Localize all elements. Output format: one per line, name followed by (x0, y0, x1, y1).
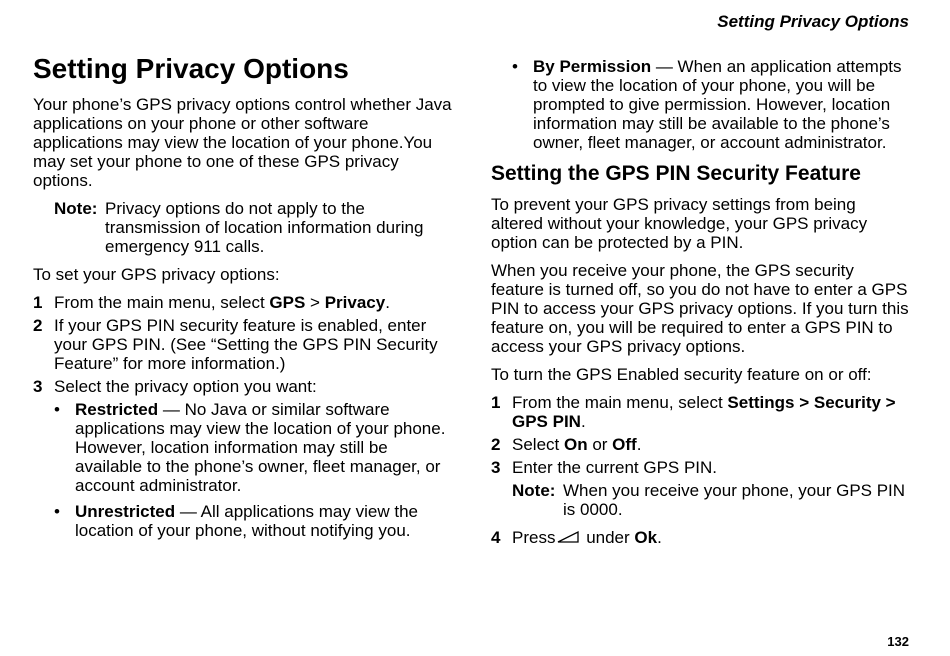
step-2 (33, 316, 453, 373)
running-head: Setting Privacy Options (717, 12, 909, 31)
list-item: • By Permission — When an application attempts to view the location of your phone, you will be prompted to give permission. However, location information may still be available to the phone’s owner, fleet manager, or account administrator. (512, 57, 902, 152)
step-number: 2 (33, 316, 43, 335)
note-text: Privacy options do not apply to the transmission of location information during emergency 911 calls. (105, 199, 424, 256)
bullet-icon: • (54, 502, 60, 521)
step-2 (491, 435, 911, 454)
step-number: 1 (33, 293, 43, 312)
step-number: 2 (491, 435, 501, 454)
step-number: 1 (491, 393, 501, 412)
step-text: Select the privacy option you want: (54, 377, 317, 396)
list-item: • Restricted — No Java or similar software applications may view the location of your phone. However, location information may still be available to the phone’s owner, fleet manager, or account administrator. (54, 400, 446, 495)
step-3 (33, 377, 453, 396)
step-number: 3 (33, 377, 43, 396)
left-column (33, 50, 453, 549)
bullet-icon: • (512, 57, 518, 76)
lead-text: To turn the GPS Enabled security feature on or off: (491, 365, 872, 384)
paragraph: When you receive your phone, the GPS security feature is turned off, so you do not have to enter a GPS PIN to access your GPS privacy options. If you turn this feature on, you will be required to enter a GPS PIN to access your GPS privacy options. (491, 261, 909, 356)
step-text: From the main menu, select GPS > Privacy. (54, 293, 390, 312)
step-number: 3 (491, 458, 501, 477)
right-column (491, 57, 911, 553)
note-text: When you receive your phone, your GPS PIN is 0000. (563, 481, 906, 519)
section-heading: Setting the GPS PIN Security Feature (491, 162, 861, 185)
step-4 (491, 528, 911, 549)
step-text: If your GPS PIN security feature is enabled, enter your GPS PIN. (See “Setting the GPS PIN Security Feature” for more information.) (54, 316, 438, 373)
step-number: 4 (491, 528, 501, 547)
step-text: Enter the current GPS PIN. (512, 458, 718, 477)
softkey-icon (555, 529, 581, 549)
bullet-icon: • (54, 400, 60, 419)
note-label: Note: (512, 481, 556, 500)
step-text: From the main menu, select Settings > Security > GPS PIN. (512, 393, 896, 431)
note-label: Note: (54, 199, 98, 218)
note (54, 199, 453, 256)
paragraph: To prevent your GPS privacy settings from being altered without your knowledge, your GPS privacy option can be protected by a PIN. (491, 195, 868, 252)
page-title: Setting Privacy Options (33, 53, 349, 84)
intro-paragraph: Your phone’s GPS privacy options control whether Java applications on your phone or other software applications may view the location of your phone.You may set your phone to one of these GPS privacy options. (33, 95, 452, 190)
step-1 (33, 293, 453, 312)
note (512, 481, 911, 519)
privacy-options-list (54, 400, 453, 540)
step-text: Select On or Off. (512, 435, 642, 454)
step-1 (491, 393, 911, 431)
step-3 (491, 458, 911, 477)
step-text: Press under Ok. (512, 528, 662, 547)
page-number: 132 (887, 634, 909, 649)
lead-text: To set your GPS privacy options: (33, 265, 280, 284)
list-item: • Unrestricted — All applications may view the location of your phone, without notifying you. (54, 502, 418, 540)
steps-list (33, 293, 453, 540)
